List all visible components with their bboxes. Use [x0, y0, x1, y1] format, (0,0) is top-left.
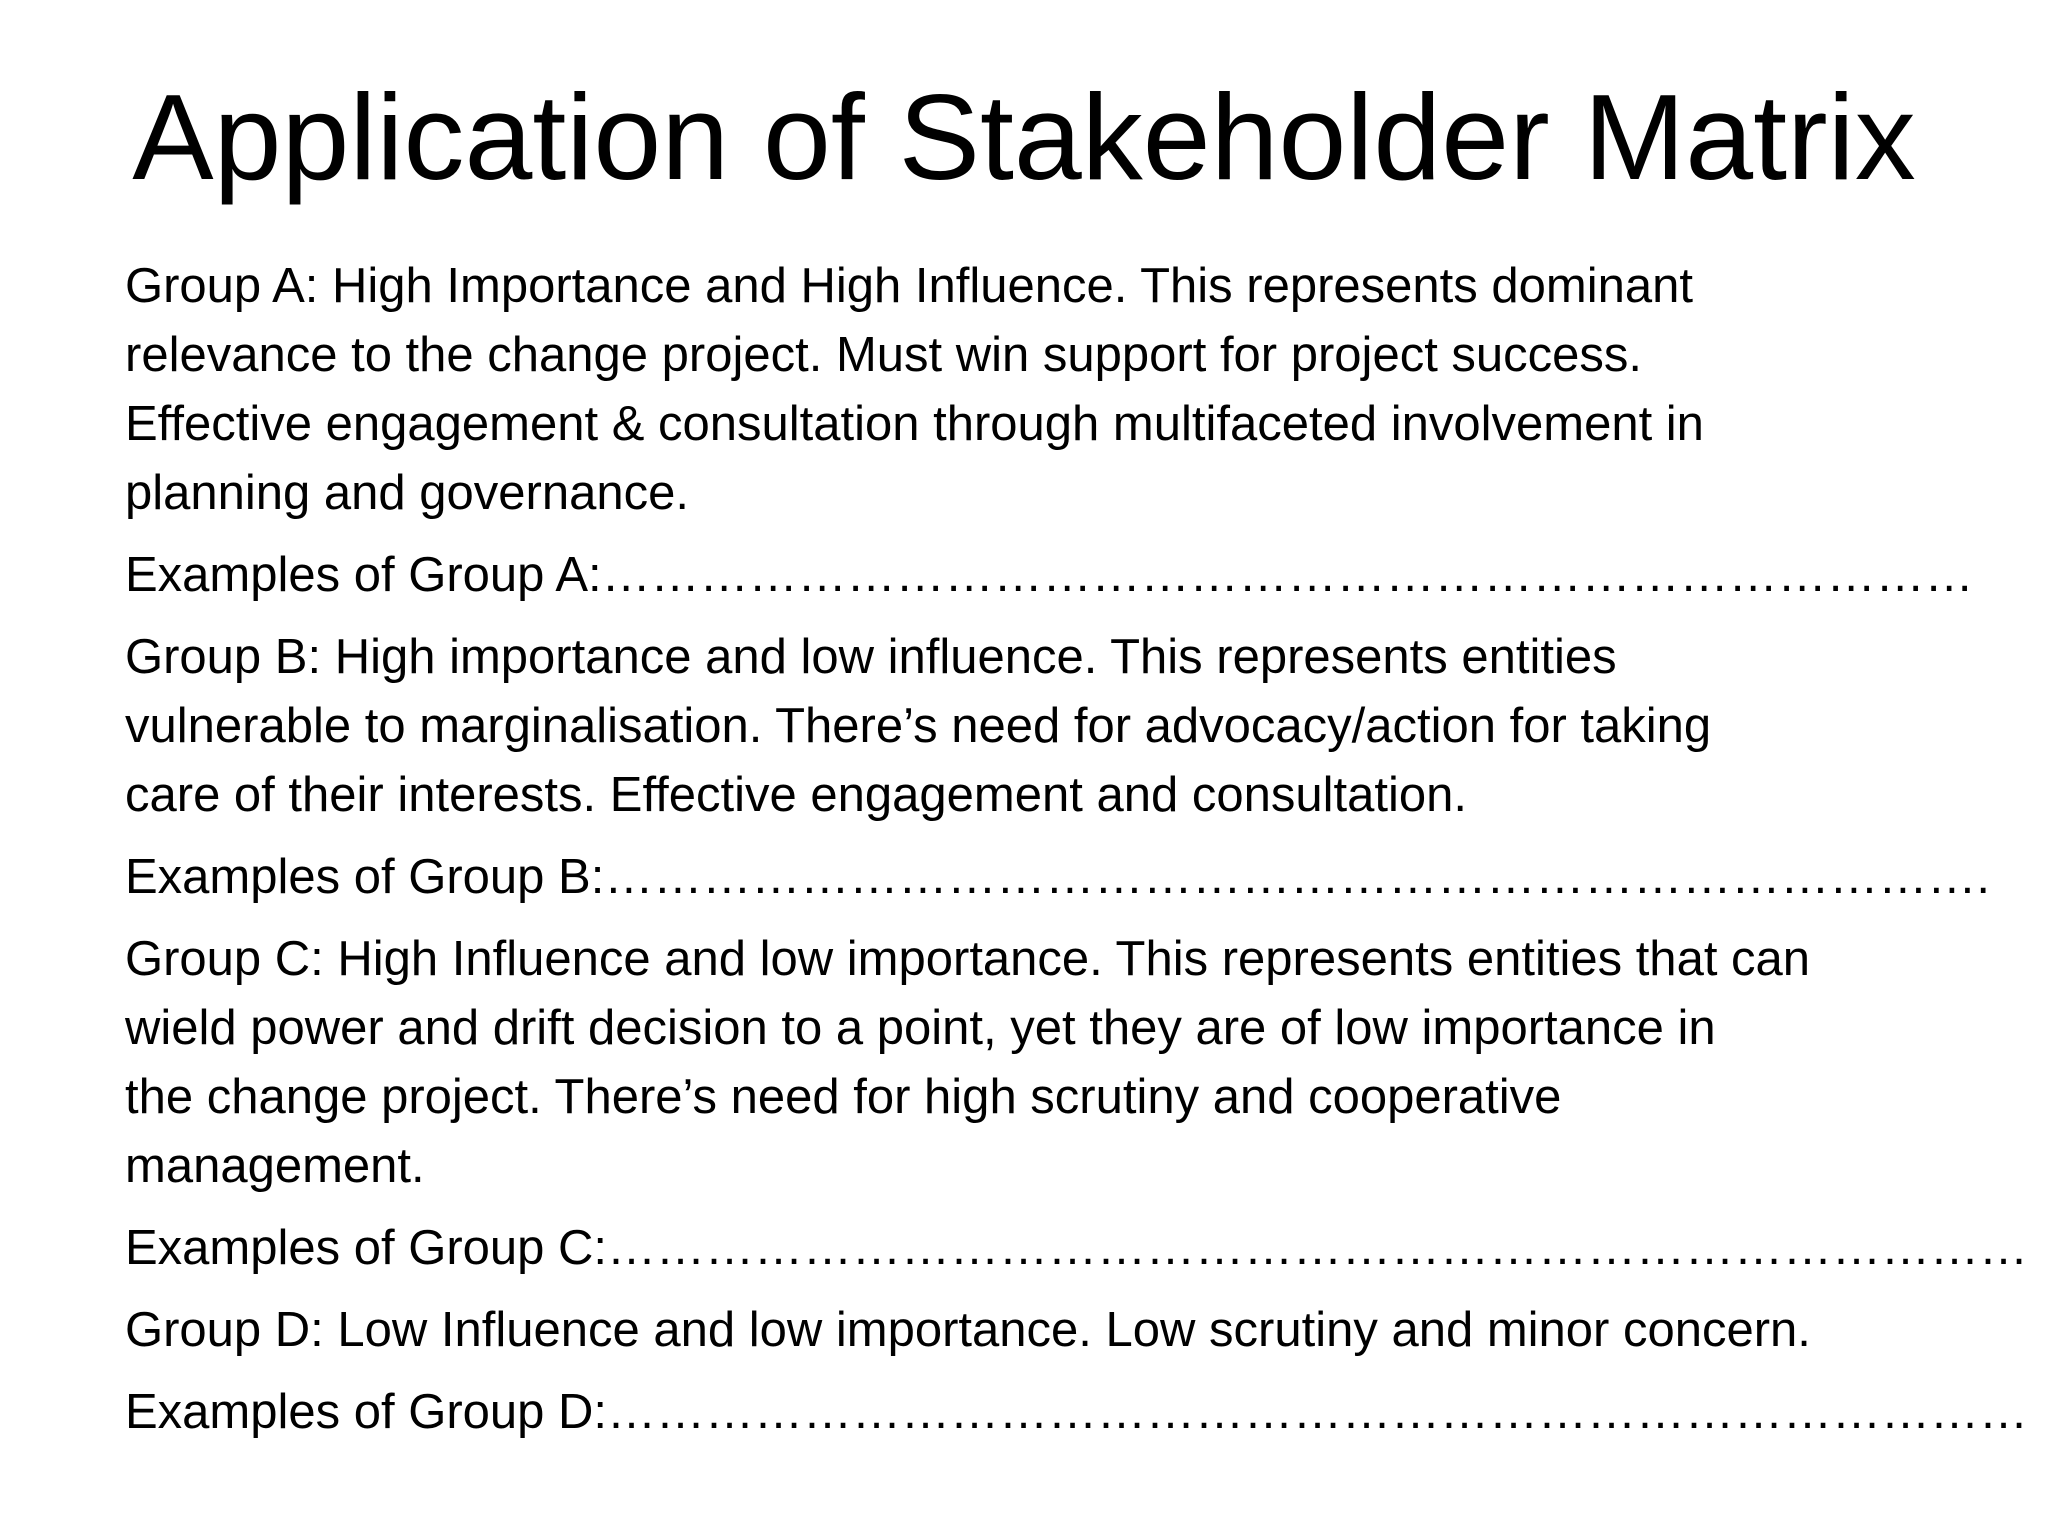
text-line: planning and governance. [125, 466, 689, 520]
text-line: wield power and drift decision to a point, yet they are of low importance in [125, 1001, 1716, 1055]
group-b-examples [125, 843, 1990, 912]
group-d-description [125, 1296, 1985, 1365]
text-line: Examples of Group D:…………………………………………………………………………… [125, 1385, 2029, 1439]
group-d-examples [125, 1378, 2029, 1447]
group-a-examples [125, 541, 1974, 610]
text-line: the change project. There’s need for high scrutiny and cooperative [125, 1070, 1562, 1124]
group-a-description [125, 252, 1985, 528]
text-line: Group B: High importance and low influence. This represents entities [125, 630, 1617, 684]
group-c-description [125, 925, 1985, 1201]
text-line: care of their interests. Effective engagement and consultation. [125, 768, 1467, 822]
text-line: Group C: High Influence and low importance. This represents entities that can [125, 932, 1811, 986]
text-line: Group D: Low Influence and low importance. Low scrutiny and minor concern. [125, 1303, 1811, 1357]
group-c-examples [125, 1214, 2029, 1283]
text-line: Examples of Group A:………………………………………………………………………… [125, 548, 1974, 602]
text-line: Effective engagement & consultation through multifaceted involvement in [125, 397, 1704, 451]
slide-body [125, 252, 2029, 1460]
slide-title: Application of Stakeholder Matrix [132, 69, 1916, 205]
text-line: management. [125, 1139, 425, 1193]
text-line: relevance to the change project. Must win support for project success. [125, 328, 1643, 382]
text-line: vulnerable to marginalisation. There’s need for advocacy/action for taking [125, 699, 1712, 753]
text-line: Examples of Group C:…………………………………………………………………………… [125, 1221, 2029, 1275]
text-line: Examples of Group B:…………………………………………………………………………. [125, 850, 1990, 904]
text-line: Group A: High Importance and High Influence. This represents dominant [125, 259, 1693, 313]
group-b-description [125, 623, 1985, 830]
